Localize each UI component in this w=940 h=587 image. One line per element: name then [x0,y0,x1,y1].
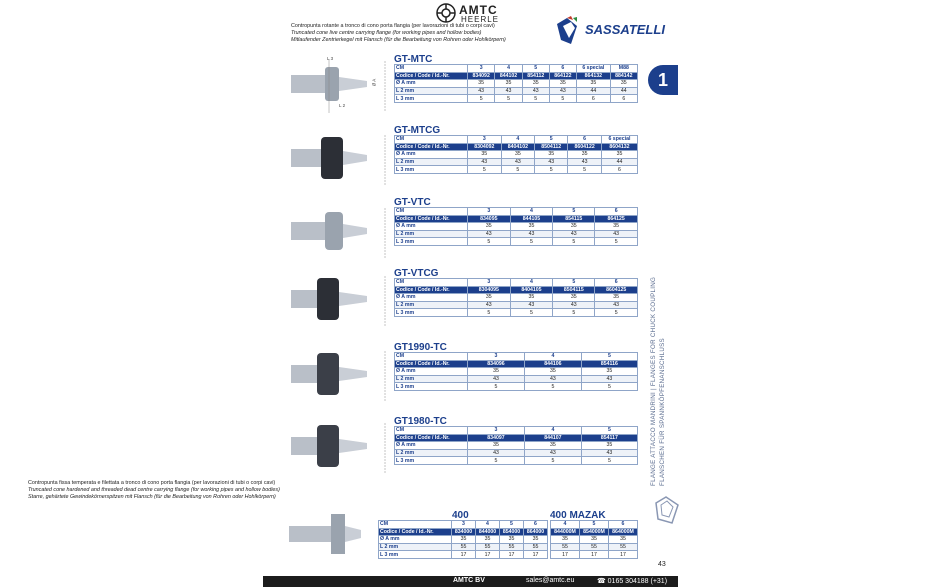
sassatelli-mark-icon [652,495,682,525]
table-cell: 5 [468,383,525,391]
table-cell: 854000 [500,528,524,536]
footer-phone: ☎ 0165 304188 (+31) [597,578,668,585]
table-cell: 35 [595,294,638,302]
section-title: GT-VTCG [394,268,439,279]
intro-text [291,23,571,43]
table-cell: 43 [495,87,522,95]
table-row [551,528,638,536]
table-cell: 844102 [495,72,522,80]
table-cell: 8404102 [501,143,535,151]
row-label: Ø A mm [379,536,452,544]
table-cell: 17 [580,551,609,559]
row-label: L 3 mm [395,238,468,246]
table-cell: 844000 [476,528,500,536]
table-row [395,151,638,159]
row-label: Codice / Code / Id.-Nr. [395,143,468,151]
table-row [551,543,638,551]
table-cell: 35 [524,536,548,544]
table-cell: 6 [549,65,576,73]
row-label: L 2 mm [395,449,468,457]
table-row [551,551,638,559]
table-cell: 6 [610,95,637,103]
table-cell: 35 [553,294,595,302]
table-cell: M88 [610,65,637,73]
table-cell: 35 [522,80,549,88]
row-label: Ø A mm [395,80,468,88]
table-row [395,215,638,223]
table-cell: 43 [535,158,568,166]
table-cell: 43 [595,230,638,238]
table-cell: 3 [468,353,525,361]
table-cell: 35 [580,536,609,544]
table-cell: 5 [495,95,522,103]
table-cell: 834097 [468,434,525,442]
table-cell: 35 [501,151,535,159]
product-drawing-icon [285,127,390,193]
footer-company: AMTC BV [453,577,485,584]
table-cell: 35 [524,442,581,450]
spec-table [394,278,638,317]
footer [263,576,678,587]
table-cell: 35 [553,223,595,231]
table-cell: 5 [468,309,511,317]
table-cell: 8504115 [553,286,595,294]
table-cell: 5 [500,521,524,529]
dim-label-l3: L 3 [327,56,334,61]
table-cell: 5 [522,95,549,103]
row-label: Ø A mm [395,442,468,450]
table-cell: 4 [524,427,581,435]
table-row [379,551,548,559]
product-drawing-icon [285,200,390,266]
table-row [379,528,548,536]
table-cell: 55 [580,543,609,551]
table-row [395,360,638,368]
table-row [395,87,638,95]
table-cell: 5 [553,279,595,287]
table-row [395,442,638,450]
partner-name: SASSATELLI [585,22,665,37]
table-cell: 6 [595,208,638,216]
table-cell: 43 [581,375,637,383]
spec-table [394,426,638,465]
table-cell: 6 [524,521,548,529]
table-cell: 17 [524,551,548,559]
row-label: L 3 mm [379,551,452,559]
table-row [395,353,638,361]
table-row [395,286,638,294]
row-label: Codice / Code / Id.-Nr. [395,434,468,442]
intro2-en: Truncated cone hardened and threaded dead centre carrying flange (for working pipes and hollow bodies) [28,486,280,493]
table-cell: 43 [468,301,511,309]
table-cell: 5 [553,238,595,246]
table-cell: 35 [595,223,638,231]
sidebar-line2: FLANSCHEN FÜR SPANNKÖPFENANSCHLUSS [659,338,666,486]
row-label: CM [395,65,468,73]
table-cell: 55 [609,543,638,551]
table-cell: 43 [468,87,495,95]
table-cell: 3 [468,279,511,287]
table-cell: 55 [500,543,524,551]
row-label: L 2 mm [395,87,468,95]
row-label: Codice / Code / Id.-Nr. [395,360,468,368]
section-title: 400 MAZAK [550,510,606,521]
row-label: L 3 mm [395,166,468,174]
table-cell: 44 [610,87,637,95]
table-row [395,72,638,80]
brand-name: AMTC [459,3,498,17]
section-title: GT-VTC [394,197,431,208]
table-cell: 17 [551,551,580,559]
table-cell: 55 [524,543,548,551]
row-label: L 3 mm [395,95,468,103]
row-label: Codice / Code / Id.-Nr. [395,215,468,223]
table-cell: 854112 [522,72,549,80]
table-cell: 844107 [524,434,581,442]
table-cell: 864000 [524,528,548,536]
table-cell: 35 [610,80,637,88]
table-cell: 834096 [468,360,525,368]
table-cell: 4 [495,65,522,73]
table-row [395,434,638,442]
row-label: CM [395,279,468,287]
intro2-text [28,480,358,500]
table-cell: 35 [510,294,553,302]
table-cell: 4 [551,521,580,529]
row-label: L 2 mm [395,230,468,238]
spec-table [394,135,638,174]
table-cell: 35 [468,442,525,450]
row-label: CM [395,353,468,361]
table-cell: 864122 [549,72,576,80]
row-label: L 3 mm [395,309,468,317]
table-cell: 5 [501,166,535,174]
table-cell: 35 [581,368,637,376]
row-label: L 3 mm [395,457,468,465]
table-cell: 55 [551,543,580,551]
table-cell: 8604122 [568,143,602,151]
sidebar-line1: FLANGE ATTACCO MANDRINI | FLANGES FOR CHUCK COUPLING [650,276,657,486]
table-cell: 4 [524,353,581,361]
table-row [395,294,638,302]
table-cell: 5 [524,457,581,465]
section-title: GT1980-TC [394,416,447,427]
table-cell: 5 [581,427,637,435]
spec-table [378,520,548,559]
page-number: 43 [658,561,666,568]
table-cell: 3 [468,136,502,144]
table-cell: 43 [468,449,525,457]
row-label: CM [395,136,468,144]
row-label: L 2 mm [395,301,468,309]
table-cell: 43 [468,375,525,383]
brand-sub: HEERLE [461,15,500,24]
table-cell: 17 [609,551,638,559]
row-label: Ø A mm [395,151,468,159]
table-cell: 35 [601,151,637,159]
row-label: L 2 mm [395,158,468,166]
spec-table [550,520,638,559]
row-label: Ø A mm [395,368,468,376]
table-cell: 43 [468,230,511,238]
table-cell: 834000 [452,528,476,536]
table-cell: 6 [577,95,611,103]
table-cell: 17 [452,551,476,559]
table-cell: 864132 [577,72,611,80]
table-cell: 5 [595,238,638,246]
table-cell: 5 [468,166,502,174]
table-cell: 6 [601,166,637,174]
table-cell: 5 [510,309,553,317]
table-cell: 35 [510,223,553,231]
table-row [395,375,638,383]
product-drawing-icon [285,343,390,409]
row-label: CM [395,208,468,216]
table-cell: 5 [468,457,525,465]
section-title: GT-MTC [394,54,433,65]
table-cell: 5 [468,238,511,246]
table-cell: 6 [609,521,638,529]
table-cell: 43 [549,87,576,95]
table-cell: 854000M [580,528,609,536]
table-cell: 35 [468,294,511,302]
table-cell: 4 [501,136,535,144]
table-cell: 35 [468,80,495,88]
table-cell: 6 [595,279,638,287]
table-cell: 43 [522,87,549,95]
table-cell: 8604132 [601,143,637,151]
table-cell: 43 [581,449,637,457]
sidebar-text [650,236,664,486]
table-cell: 43 [595,301,638,309]
table-row [379,521,548,529]
table-row [395,301,638,309]
table-cell: 43 [501,158,535,166]
table-cell: 43 [553,230,595,238]
spec-table [394,207,638,246]
row-label: Codice / Code / Id.-Nr. [395,72,468,80]
table-row [379,536,548,544]
table-cell: 43 [553,301,595,309]
table-cell: 8504112 [535,143,568,151]
intro2-it: Contropunta fissa temperata e filettata a tronco di cono porta flangia (per lavorazioni di tubi o corpi cavi) [28,480,276,486]
table-cell: 44 [601,158,637,166]
table-cell: 5 [535,166,568,174]
table-row [395,457,638,465]
table-cell: 35 [524,368,581,376]
row-label: Codice / Code / Id.-Nr. [395,286,468,294]
table-cell: 3 [468,65,495,73]
table-cell: 5 [581,457,637,465]
table-cell: 43 [510,230,553,238]
table-cell: 864125 [595,215,638,223]
table-row [395,230,638,238]
table-cell: 43 [510,301,553,309]
table-cell: 834095 [468,215,511,223]
table-row [551,536,638,544]
table-cell: 844106 [524,360,581,368]
table-cell: 5 [522,65,549,73]
table-cell: 5 [549,95,576,103]
table-cell: 43 [468,158,502,166]
table-row [395,368,638,376]
table-cell: 55 [476,543,500,551]
table-row [395,449,638,457]
table-cell: 35 [452,536,476,544]
table-cell: 5 [595,309,638,317]
table-cell: 5 [581,353,637,361]
table-cell: 35 [577,80,611,88]
row-label: L 3 mm [395,383,468,391]
table-cell: 35 [468,368,525,376]
table-cell: 35 [468,223,511,231]
product-drawing-icon [285,268,390,334]
table-row [395,143,638,151]
table-cell: 35 [609,536,638,544]
table-cell: 8404105 [510,286,553,294]
table-cell: 834092 [468,72,495,80]
table-cell: 844105 [510,215,553,223]
row-label: CM [395,427,468,435]
product-drawing-icon [285,504,390,570]
table-row [395,309,638,317]
table-cell: 35 [535,151,568,159]
table-cell: 17 [476,551,500,559]
table-cell: 8604125 [595,286,638,294]
footer-email[interactable]: sales@amtc.eu [526,577,575,584]
table-cell: 854116 [581,360,637,368]
table-row [395,223,638,231]
table-cell: 3 [468,427,525,435]
table-cell: 3 [452,521,476,529]
table-cell: 43 [524,449,581,457]
table-row [551,521,638,529]
row-label: Codice / Code / Id.-Nr. [379,528,452,536]
dim-label-l2: L 2 [339,103,346,108]
table-cell: 6 special [577,65,611,73]
table-row [395,95,638,103]
section-title: GT1990-TC [394,342,447,353]
table-row [395,279,638,287]
table-cell: 864000M [609,528,638,536]
table-cell: 43 [568,158,602,166]
table-cell: 35 [495,80,522,88]
table-row [395,238,638,246]
table-cell: 43 [524,375,581,383]
row-label: CM [379,521,452,529]
spec-table [394,352,638,391]
table-cell: 35 [581,442,637,450]
table-cell: 844000M [551,528,580,536]
table-row [395,136,638,144]
intro-it: Contropunta rotante a tronco di cono porta flangia (per lavorazioni di tubi o corpi cavi) [291,23,495,29]
table-cell: 5 [581,383,637,391]
table-cell: 35 [551,536,580,544]
table-cell: 854115 [553,215,595,223]
product-drawing-icon [285,415,390,481]
table-cell: 5 [535,136,568,144]
table-cell: 17 [500,551,524,559]
table-row [395,80,638,88]
chapter-badge: 1 [648,65,678,95]
table-cell: 5 [524,383,581,391]
row-label: L 2 mm [395,375,468,383]
row-label: Ø A mm [395,294,468,302]
table-row [395,65,638,73]
table-cell: 35 [476,536,500,544]
section-title: 400 [452,510,469,521]
table-cell: 3 [468,208,511,216]
table-cell: 4 [510,208,553,216]
table-cell: 8304092 [468,143,502,151]
table-row [395,383,638,391]
table-cell: 55 [452,543,476,551]
row-label: Ø A mm [395,223,468,231]
section-title: GT-MTCG [394,125,441,136]
table-cell: 854117 [581,434,637,442]
table-cell: 35 [568,151,602,159]
table-cell: 5 [553,208,595,216]
table-cell: 8304095 [468,286,511,294]
table-row [395,158,638,166]
spec-table [394,64,638,103]
table-cell: 6 [568,136,602,144]
table-row [395,427,638,435]
table-cell: 5 [568,166,602,174]
table-cell: 35 [549,80,576,88]
table-row [379,543,548,551]
table-cell: 5 [468,95,495,103]
table-cell: 35 [500,536,524,544]
row-label: L 2 mm [379,543,452,551]
table-cell: 884142 [610,72,637,80]
table-cell: 4 [476,521,500,529]
table-cell: 6 special [601,136,637,144]
table-cell: 5 [510,238,553,246]
table-cell: 5 [553,309,595,317]
table-cell: 35 [468,151,502,159]
intro-en: Truncated cone live centre carrying flange (for working pipes and hollow bodies) [291,29,482,36]
dim-label-a: Ø A [371,78,377,87]
table-row [395,166,638,174]
table-row [395,208,638,216]
intro2-de: Starre, gehärtete Gewindekörnerspitzen mit Flansch (für die Bearbeitung von Rohren oder Hohlkörpern) [28,493,276,500]
table-cell: 4 [510,279,553,287]
table-cell: 5 [580,521,609,529]
table-cell: 44 [577,87,611,95]
intro-de: Mitlaufender Zentrierkegel mit Flansch (für die Bearbeitung von Rohren oder Hohlkörpern) [291,36,506,43]
